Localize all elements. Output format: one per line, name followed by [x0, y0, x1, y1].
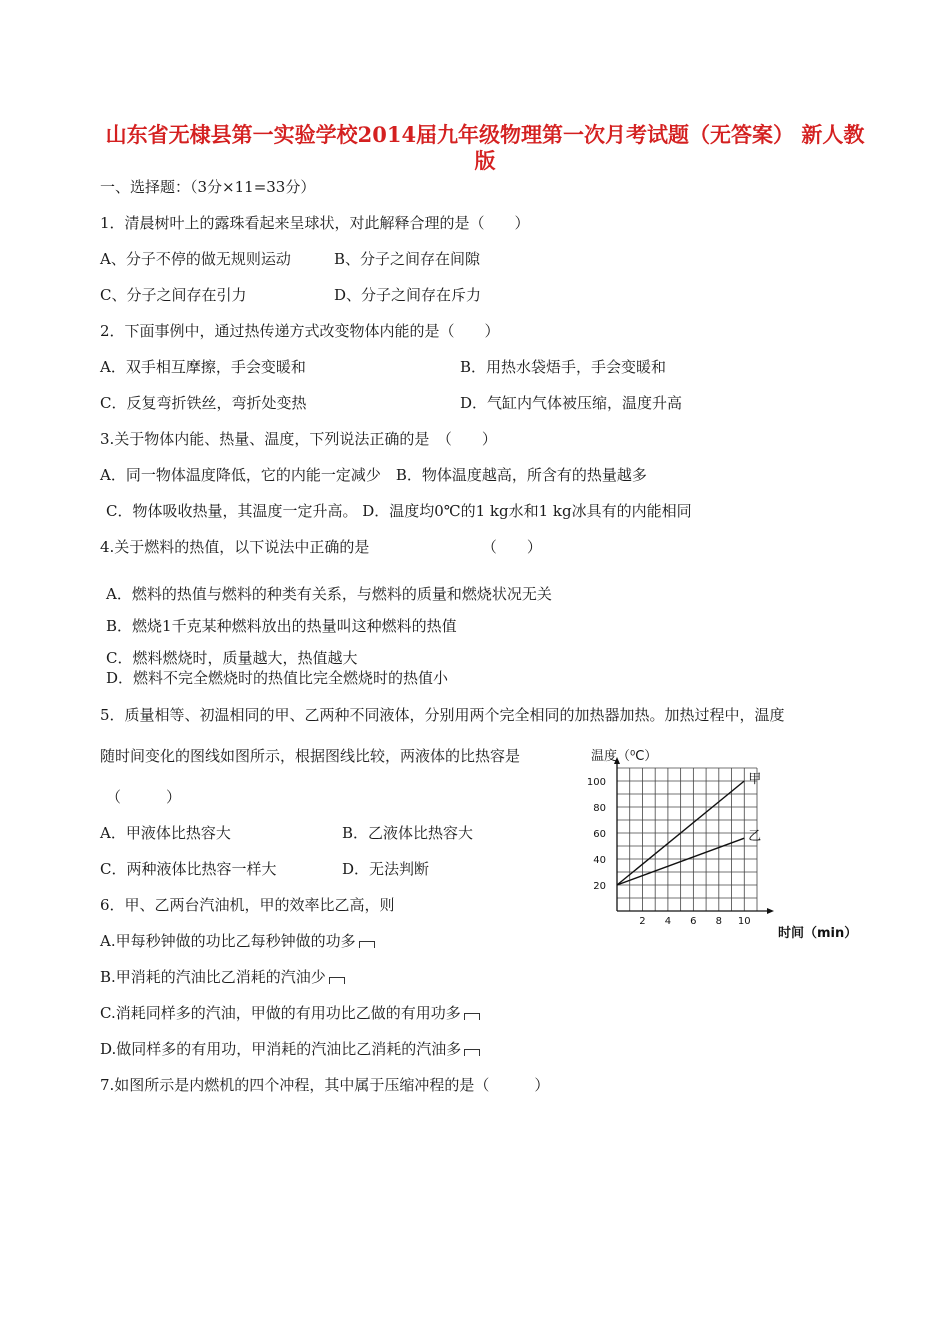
q4-option-a: A．燃料的热值与燃料的种类有关系，与燃料的质量和燃烧状况无关: [106, 585, 552, 603]
document-title: 山东省无棣县第一实验学校2014届九年级物理第一次月考试题（无答案） 新人教版: [105, 122, 865, 173]
q7-stem: 7.如图所示是内燃机的四个冲程，其中属于压缩冲程的是（ ）: [100, 1076, 550, 1094]
y-tick-label: 40: [593, 855, 606, 866]
y-tick-label: 100: [586, 777, 606, 788]
chart-series: [617, 772, 761, 885]
y-tick-label: 60: [593, 829, 606, 840]
q6-option-b: [100, 968, 345, 986]
q4-option-b: B．燃烧1千克某种燃料放出的热量叫这种燃料的热值: [106, 617, 457, 635]
x-tick-label: 6: [690, 916, 697, 927]
q2-option-b: B．用热水袋焐手，手会变暖和: [460, 358, 667, 376]
q6-option-d: [100, 1040, 480, 1058]
q6-stem: 6．甲、乙两台汽油机，甲的效率比乙高，则: [100, 896, 395, 914]
q5-option-b: B．乙液体比热容大: [342, 824, 474, 842]
blank-mark: [329, 977, 345, 984]
series-label: 乙: [748, 829, 762, 845]
q5-answer-paren: （ ）: [106, 788, 182, 806]
q6-option-a-text: A.甲每秒钟做的功比乙每秒钟做的功多: [100, 932, 356, 950]
q5-option-a: A．甲液体比热容大: [100, 824, 231, 842]
q5-stem-line1: 5．质量相等、初温相同的甲、乙两种不同液体，分别用两个完全相同的加热器加热。加热过程中，温度: [100, 706, 785, 724]
series-label: 甲: [748, 772, 762, 787]
q1-option-a: A、分子不停的做无规则运动: [100, 250, 291, 268]
q2-option-d: D．气缸内气体被压缩，温度升高: [460, 394, 683, 412]
q6-option-c: [100, 1004, 480, 1022]
blank-mark: [359, 941, 375, 948]
q3-options-cd: C．物体吸收热量，其温度一定升高。 D．温度均0℃的1 kg水和1 kg冰具有的内能相同: [106, 502, 692, 520]
q2-option-a: A．双手相互摩擦，手会变暖和: [100, 358, 306, 376]
q4-option-c: C．燃料燃烧时，质量越大，热值越大: [106, 649, 358, 667]
chart-grid: [617, 768, 757, 911]
chart-ticks: [587, 777, 751, 927]
q4-stem: 4.关于燃料的热值，以下说法中正确的是 （ ）: [100, 538, 542, 556]
q6-option-a: [100, 932, 375, 950]
q1-stem: 1．清晨树叶上的露珠看起来呈球状，对此解释合理的是（ ）: [100, 214, 530, 232]
section-heading: 一、选择题：（3分×11=33分）: [100, 178, 316, 196]
q2-option-c: C．反复弯折铁丝，弯折处变热: [100, 394, 307, 412]
temperature-time-chart: [575, 738, 885, 948]
q1-option-b: B、分子之间存在间隙: [334, 250, 481, 268]
q3-options-ab: A．同一物体温度降低，它的内能一定减少 B．物体温度越高，所含有的热量越多: [100, 466, 647, 484]
x-tick-label: 2: [639, 916, 646, 927]
q5-stem-line2: 随时间变化的图线如图所示，根据图线比较，两液体的比热容是: [100, 747, 521, 765]
y-tick-label: 20: [593, 881, 606, 892]
q2-stem: 2．下面事例中，通过热传递方式改变物体内能的是（ ）: [100, 322, 500, 340]
blank-mark: [464, 1049, 480, 1056]
x-tick-label: 4: [664, 916, 672, 927]
blank-mark: [464, 1013, 480, 1020]
q1-option-d: D、分子之间存在斥力: [334, 286, 482, 304]
q6-option-d-text: D.做同样多的有用功，甲消耗的汽油比乙消耗的汽油多: [100, 1040, 462, 1058]
x-axis-arrow: [767, 908, 774, 914]
y-tick-label: 80: [593, 803, 606, 814]
y-axis-label: 温度（⁰C）: [591, 749, 658, 764]
q4-option-d: D．燃料不完全燃烧时的热值比完全燃烧时的热值小: [106, 669, 449, 687]
x-tick-label: 8: [715, 916, 723, 927]
q6-option-c-text: C.消耗同样多的汽油，甲做的有用功比乙做的有用功多: [100, 1004, 461, 1022]
x-axis-label: 时间（min）: [778, 926, 858, 941]
q5-option-c: C．两种液体比热容一样大: [100, 860, 277, 878]
q5-option-d: D．无法判断: [342, 860, 430, 878]
q1-option-c: C、分子之间存在引力: [100, 286, 247, 304]
q3-stem: 3.关于物体内能、热量、温度，下列说法正确的是 （ ）: [100, 430, 497, 448]
q6-option-b-text: B.甲消耗的汽油比乙消耗的汽油少: [100, 968, 326, 986]
x-tick-label: 10: [737, 916, 751, 927]
